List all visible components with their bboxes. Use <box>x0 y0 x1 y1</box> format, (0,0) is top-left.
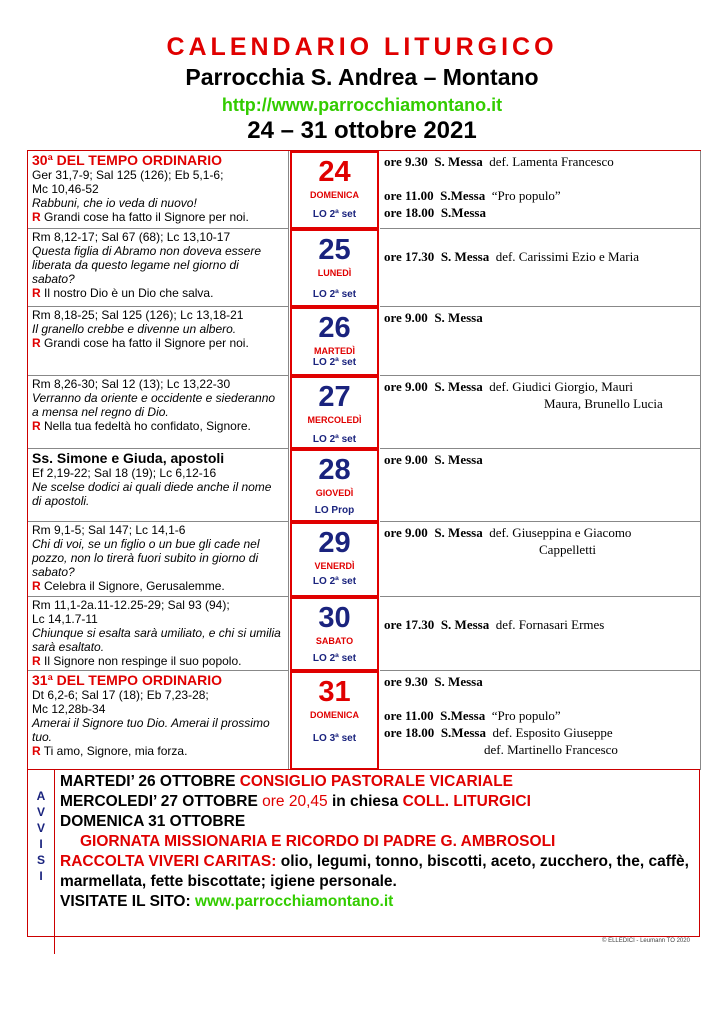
response-marker: R <box>32 744 41 758</box>
notice-event: CONSIGLIO PASTORALE VICARIALE <box>239 773 513 790</box>
scripture-refs: Ger 31,7-9; Sal 125 (126); Eb 5,1-6; Mc 10,46-52 <box>32 168 224 196</box>
notice-line <box>60 852 696 892</box>
notices-side-label <box>28 770 55 954</box>
site-link[interactable]: www.parrocchiamontano.it <box>194 893 394 910</box>
day-row <box>28 151 701 229</box>
mass-intention: “Pro populo” <box>491 188 561 203</box>
mass-label: S. Messa <box>434 154 483 169</box>
date-cell <box>290 376 379 449</box>
mass-label: S.Messa <box>440 708 486 723</box>
notice-line: DOMENICA 31 OTTOBRE <box>60 813 246 830</box>
psalm-response <box>32 286 284 300</box>
mass-label: S. Messa <box>434 525 483 540</box>
mass-line <box>384 541 696 558</box>
mass-time: ore 9.00 <box>384 310 428 325</box>
readings-cell <box>28 597 289 671</box>
gospel-quote: Questa figlia di Abramo non doveva essere liberata da questo legame nel giorno di sabato? <box>32 244 262 286</box>
side-letter: V <box>36 805 45 819</box>
day-number: 25 <box>318 234 351 266</box>
mass-time: ore 17.30 <box>384 249 435 264</box>
mass-intention: Maura, Brunello Lucia <box>544 396 663 411</box>
scripture-refs: Rm 11,1-2a.11-12.25-29; Sal 93 (94); Lc 14,1.7-11 <box>32 598 230 626</box>
liturgy-hours-set: LO 2ª set <box>312 434 357 445</box>
masses-cell <box>380 307 701 376</box>
mass-line <box>384 673 696 690</box>
mass-label: S. Messa <box>434 310 483 325</box>
notices-box <box>27 769 700 937</box>
readings-cell <box>28 229 289 307</box>
day-number: 28 <box>318 454 351 486</box>
response-marker: R <box>32 210 41 224</box>
date-cell <box>290 597 379 671</box>
response-text: Nella tua fedeltà ho confidato, Signore. <box>44 419 251 433</box>
masses-cell <box>380 449 701 522</box>
scripture-refs: Dt 6,2-6; Sal 17 (18); Eb 7,23-28; Mc 12,28b-34 <box>32 688 209 716</box>
mass-line <box>384 170 696 187</box>
side-letter: I <box>39 869 43 883</box>
mass-time: ore 9.00 <box>384 452 428 467</box>
weekday-name: SABATO <box>315 636 354 646</box>
date-cell <box>290 671 379 770</box>
day-number: 31 <box>318 676 351 708</box>
mass-line <box>384 741 696 758</box>
feast-title: 31ª DEL TEMPO ORDINARIO <box>32 672 223 688</box>
readings-cell <box>28 671 289 770</box>
response-text: Celebra il Signore, Gerusalemme. <box>44 579 225 593</box>
liturgy-hours-set: LO 3ª set <box>312 733 357 744</box>
response-marker: R <box>32 286 41 300</box>
mass-label: S.Messa <box>440 205 486 220</box>
mass-line <box>384 724 696 741</box>
scripture-refs: Rm 8,26-30; Sal 12 (13); Lc 13,22-30 <box>32 377 231 391</box>
mass-line <box>384 395 696 412</box>
notice-place: in chiesa <box>331 793 399 810</box>
mass-label: S. Messa <box>440 617 490 632</box>
notice-time: ore 20,45 <box>262 793 328 810</box>
masses-cell <box>380 151 701 229</box>
date-range: 24 – 31 ottobre 2021 <box>247 117 477 144</box>
weekday-name: DOMENICA <box>310 710 359 720</box>
response-text: Grandi cose ha fatto il Signore per noi. <box>44 210 249 224</box>
masses-cell <box>380 597 701 671</box>
mass-label: S.Messa <box>440 725 486 740</box>
mass-intention: Cappelletti <box>539 542 597 557</box>
date-cell <box>290 522 379 597</box>
mass-line <box>384 153 696 170</box>
psalm-response <box>32 579 284 593</box>
mass-label: S. Messa <box>434 452 483 467</box>
response-marker: R <box>32 336 41 350</box>
gospel-quote: Chi di voi, se un figlio o un bue gli cade nel pozzo, non lo tirerà fuori subito in giorno di sabato? <box>32 537 260 579</box>
mass-line <box>384 187 696 204</box>
day-row <box>28 376 701 449</box>
psalm-response <box>32 210 284 224</box>
mass-time: ore 9.00 <box>384 525 428 540</box>
footer-copyright: © ELLEDICI - Leumann TO 2020 <box>602 938 690 944</box>
notice-line <box>60 792 696 812</box>
parish-url[interactable]: http://www.parrocchiamontano.it <box>221 95 503 115</box>
scripture-refs: Rm 9,1-5; Sal 147; Lc 14,1-6 <box>32 523 186 537</box>
mass-line <box>384 616 696 633</box>
side-letter: A <box>36 789 46 803</box>
mass-time: ore 11.00 <box>384 708 434 723</box>
notice-details: olio, legumi, tonno, biscotti, aceto, zucchero, the, caffè, marmellata, fette biscottate; igiene personale. <box>60 853 689 890</box>
feast-title: Ss. Simone e Giuda, apostoli <box>32 450 225 466</box>
masses-cell <box>380 671 701 770</box>
readings-cell <box>28 307 289 376</box>
mass-intention: def. Giuseppina e Giacomo <box>489 525 632 540</box>
day-row <box>28 307 701 376</box>
notice-date: MERCOLEDI’ 27 OTTOBRE <box>60 793 258 810</box>
readings-cell <box>28 376 289 449</box>
gospel-quote: Ne scelse dodici ai quali diede anche il nome di apostoli. <box>32 480 272 508</box>
notices-body <box>60 772 696 912</box>
mass-line <box>384 599 696 616</box>
masses-cell <box>380 376 701 449</box>
psalm-response <box>32 744 284 758</box>
readings-cell <box>28 522 289 597</box>
day-row <box>28 522 701 597</box>
mass-line <box>384 248 696 265</box>
mass-line <box>384 309 696 326</box>
feast-title: 30ª DEL TEMPO ORDINARIO <box>32 152 223 168</box>
parish-name: Parrocchia S. Andrea – Montano <box>185 64 539 90</box>
response-text: Il Signore non respinge il suo popolo. <box>44 654 242 668</box>
mass-line <box>384 231 696 248</box>
liturgy-hours-set: LO 2ª set <box>312 209 357 220</box>
mass-time: ore 18.00 <box>384 205 435 220</box>
psalm-response <box>32 654 284 668</box>
mass-time: ore 17.30 <box>384 617 435 632</box>
mass-time: ore 11.00 <box>384 188 434 203</box>
liturgy-hours-set: LO 2ª set <box>312 289 357 300</box>
side-letter: I <box>39 837 43 851</box>
mass-intention: def. Martinello Francesco <box>484 742 618 757</box>
notice-label: VISITATE IL SITO: <box>60 893 191 910</box>
mass-time: ore 9.30 <box>384 154 428 169</box>
mass-line <box>384 204 696 221</box>
scripture-refs: Ef 2,19-22; Sal 18 (19); Lc 6,12-16 <box>32 466 217 480</box>
mass-label: S. Messa <box>434 674 483 689</box>
mass-intention: def. Giudici Giorgio, Mauri <box>489 379 634 394</box>
mass-label: S. Messa <box>434 379 483 394</box>
notice-date: MARTEDI’ 26 OTTOBRE <box>60 773 236 790</box>
notice-line: GIORNATA MISSIONARIA E RICORDO DI PADRE G. AMBROSOLI <box>80 833 556 850</box>
liturgy-hours-set: LO 2ª set <box>312 357 357 368</box>
response-marker: R <box>32 654 41 668</box>
day-number: 29 <box>318 527 351 559</box>
weekday-name: MERCOLEDÌ <box>307 415 362 425</box>
mass-time: ore 18.00 <box>384 725 435 740</box>
day-number: 26 <box>318 312 351 344</box>
mass-intention: def. Lamenta Francesco <box>489 154 614 169</box>
date-cell <box>290 151 379 229</box>
mass-line <box>384 451 696 468</box>
date-cell <box>290 307 379 376</box>
psalm-response <box>32 419 284 433</box>
liturgy-hours-set: LO 2ª set <box>312 576 357 587</box>
calendar-table <box>27 150 701 770</box>
response-text: Il nostro Dio è un Dio che salva. <box>44 286 214 300</box>
response-text: Ti amo, Signore, mia forza. <box>43 744 188 758</box>
notice-event: RACCOLTA VIVERI CARITAS: <box>60 853 277 870</box>
gospel-quote: Verranno da oriente e occidente e siederanno a mensa nel regno di Dio. <box>32 391 276 419</box>
weekday-name: LUNEDÌ <box>317 268 352 278</box>
gospel-quote: Rabbuni, che io veda di nuovo! <box>32 196 197 210</box>
mass-intention: def. Fornasari Ermes <box>495 617 605 632</box>
mass-label: S.Messa <box>440 188 486 203</box>
gospel-quote: Chiunque si esalta sarà umiliato, e chi si umilia sarà esaltato. <box>32 626 281 654</box>
response-text: Grandi cose ha fatto il Signore per noi. <box>44 336 249 350</box>
response-marker: R <box>32 579 41 593</box>
mass-intention: “Pro populo” <box>491 708 561 723</box>
liturgy-hours-set: LO 2ª set <box>312 653 357 664</box>
day-row <box>28 229 701 307</box>
day-row <box>28 597 701 671</box>
mass-line <box>384 378 696 395</box>
notice-line <box>60 772 696 792</box>
mass-label: S. Messa <box>440 249 490 264</box>
masses-cell <box>380 229 701 307</box>
date-cell <box>290 449 379 522</box>
weekday-name: DOMENICA <box>310 190 359 200</box>
liturgy-hours-set: LO Prop <box>314 505 355 516</box>
mass-intention: def. Esposito Giuseppe <box>492 725 613 740</box>
day-number: 30 <box>318 602 351 634</box>
readings-cell <box>28 151 289 229</box>
psalm-response <box>32 336 284 350</box>
readings-cell <box>28 449 289 522</box>
response-marker: R <box>32 419 41 433</box>
mass-time: ore 9.30 <box>384 674 428 689</box>
side-letter: V <box>36 821 45 835</box>
day-row <box>28 671 701 770</box>
mass-line <box>384 524 696 541</box>
mass-time: ore 9.00 <box>384 379 428 394</box>
weekday-name: VENERDÌ <box>314 561 355 571</box>
side-letter: S <box>36 853 45 867</box>
mass-intention: def. Carissimi Ezio e Maria <box>495 249 640 264</box>
scripture-refs: Rm 8,18-25; Sal 125 (126); Lc 13,18-21 <box>32 308 244 322</box>
masses-cell <box>380 522 701 597</box>
date-cell <box>290 229 379 307</box>
day-number: 24 <box>318 156 351 188</box>
page-title: CALENDARIO LITURGICO <box>166 33 558 61</box>
gospel-quote: Il granello crebbe e divenne un albero. <box>32 322 237 336</box>
day-number: 27 <box>318 381 351 413</box>
day-row <box>28 449 701 522</box>
weekday-name: GIOVEDÌ <box>315 488 354 498</box>
notice-event: COLL. LITURGICI <box>402 793 531 810</box>
weekday-name: MARTEDÌ <box>314 346 355 356</box>
scripture-refs: Rm 8,12-17; Sal 67 (68); Lc 13,10-17 <box>32 230 231 244</box>
notice-line <box>60 892 696 912</box>
gospel-quote: Amerai il Signore tuo Dio. Amerai il prossimo tuo. <box>32 716 270 744</box>
mass-line <box>384 690 696 707</box>
mass-line <box>384 707 696 724</box>
